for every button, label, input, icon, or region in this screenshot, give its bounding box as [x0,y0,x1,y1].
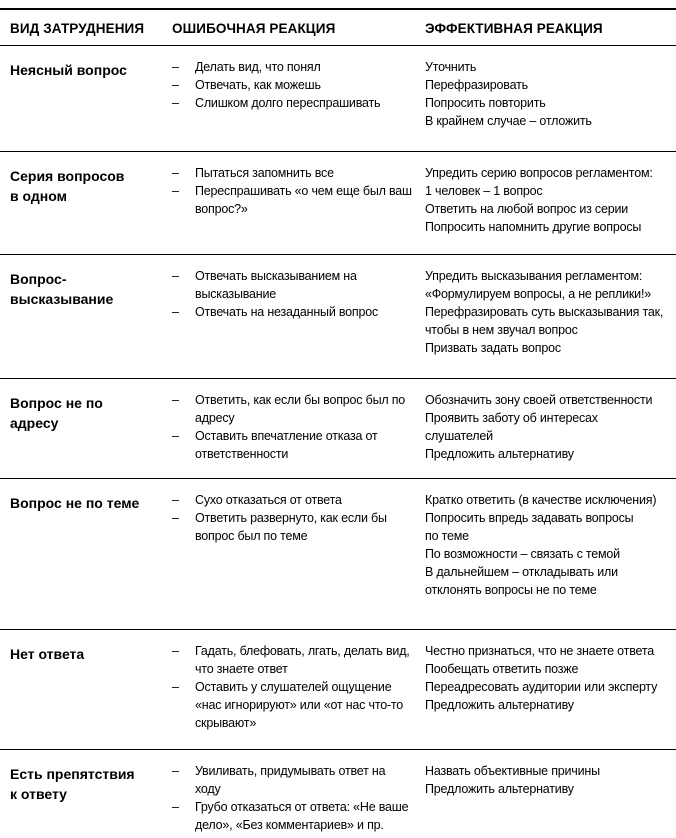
cell-difficulty-type [10,255,172,378]
table-row [0,630,676,750]
effective-reactions-list [425,58,670,130]
dash-bullet-icon: – [172,305,179,319]
effective-reaction-item [425,409,670,445]
effective-reaction-item [425,94,670,112]
effective-reactions-list [425,391,670,463]
wrong-reaction-item [172,509,413,545]
effective-reaction-text: Уточнить [425,60,477,74]
difficulty-type-label: Нет ответа [10,646,85,662]
wrong-reaction-item [172,491,413,509]
wrong-reaction-item [172,762,413,798]
dash-bullet-icon: – [172,511,179,525]
cell-effective-reactions [425,46,670,151]
cell-wrong-reactions [172,379,425,478]
difficulty-type-label: Вопрос не по адресу [10,395,103,431]
effective-reaction-item [425,509,670,545]
effective-reaction-text: «Формулируем вопросы, а не реплики!» [425,287,651,301]
cell-wrong-reactions [172,152,425,254]
cell-wrong-reactions [172,479,425,629]
effective-reaction-text: Предложить альтернативу [425,698,574,712]
wrong-reaction-text: Оставить впечатление отказа от ответственности [195,429,378,461]
effective-reaction-text: Проявить заботу об интересах слушателей [425,411,598,443]
effective-reaction-item [425,76,670,94]
effective-reactions-list [425,642,670,714]
cell-difficulty-type [10,46,172,151]
cell-effective-reactions [425,479,670,629]
effective-reaction-text: Попросить напомнить другие вопросы [425,220,642,234]
cell-effective-reactions [425,630,670,749]
effective-reaction-item [425,678,670,696]
table-body [0,46,676,838]
effective-reactions-list [425,762,670,798]
wrong-reactions-list [172,391,413,463]
effective-reaction-text: По возможности – связать с темой [425,547,620,561]
wrong-reaction-text: Отвечать, как можешь [195,78,321,92]
cell-wrong-reactions [172,255,425,378]
wrong-reaction-item [172,76,413,94]
effective-reaction-item [425,200,670,218]
table-row [0,255,676,379]
wrong-reaction-item [172,678,413,732]
wrong-reaction-item [172,642,413,678]
wrong-reaction-text: Отвечать высказыванием на высказывание [195,269,357,301]
table-header-row [0,10,676,46]
wrong-reactions-list [172,164,413,218]
effective-reaction-text: Ответить на любой вопрос из серии [425,202,629,216]
dash-bullet-icon: – [172,393,179,407]
cell-effective-reactions [425,255,670,378]
effective-reaction-text: Попросить впредь задавать вопросы по теме [425,511,634,543]
wrong-reactions-list [172,267,413,321]
wrong-reactions-list [172,58,413,112]
dash-bullet-icon: – [172,166,179,180]
cell-difficulty-type [10,630,172,749]
difficulty-type-label: Вопрос-высказывание [10,271,114,307]
wrong-reaction-item [172,164,413,182]
wrong-reactions-list [172,642,413,732]
effective-reaction-text: Упредить высказывания регламентом: [425,269,643,283]
effective-reaction-item [425,545,670,563]
effective-reaction-item [425,182,670,200]
wrong-reaction-text: Слишком долго переспрашивать [195,96,381,110]
effective-reaction-text: Кратко ответить (в качестве исключения) [425,493,657,507]
effective-reaction-text: Обозначить зону своей ответственности [425,393,653,407]
effective-reaction-item [425,218,670,236]
effective-reaction-item [425,660,670,678]
dash-bullet-icon: – [172,269,179,283]
dash-bullet-icon: – [172,96,179,110]
effective-reaction-text: 1 человек – 1 вопрос [425,184,543,198]
wrong-reaction-item [172,798,413,834]
effective-reaction-item [425,780,670,798]
difficulty-type-label: Серия вопросов в одном [10,168,125,204]
wrong-reaction-text: Грубо отказаться от ответа: «Не ваше дело», «Без комментариев» и пр. [195,800,409,832]
effective-reaction-item [425,58,670,76]
dash-bullet-icon: – [172,800,179,814]
effective-reaction-item [425,391,670,409]
wrong-reaction-text: Сухо отказаться от ответа [195,493,342,507]
wrong-reaction-text: Переспрашивать «о чем еще был ваш вопрос?» [195,184,412,216]
table-row [0,379,676,479]
cell-difficulty-type [10,479,172,629]
column-header-effective-reaction: ЭФФЕКТИВНАЯ РЕАКЦИЯ [425,21,603,36]
difficulty-type-label: Неясный вопрос [10,62,127,78]
effective-reaction-text: Предложить альтернативу [425,447,574,461]
cell-wrong-reactions [172,46,425,151]
wrong-reaction-text: Ответить, как если бы вопрос был по адресу [195,393,406,425]
wrong-reaction-item [172,391,413,427]
effective-reaction-item [425,696,670,714]
wrong-reaction-text: Гадать, блефовать, лгать, делать вид, что знаете ответ [195,644,410,676]
dash-bullet-icon: – [172,78,179,92]
effective-reaction-item [425,642,670,660]
cell-difficulty-type [10,152,172,254]
column-header-difficulty-type: ВИД ЗАТРУДНЕНИЯ [10,21,145,36]
column-header-wrong-reaction: ОШИБОЧНАЯ РЕАКЦИЯ [172,21,336,36]
wrong-reaction-text: Ответить развернуто, как если бы вопрос был по теме [195,511,387,543]
wrong-reaction-text: Оставить у слушателей ощущение «нас игнорируют» или «от нас что-то скрывают» [195,680,404,730]
effective-reaction-item [425,267,670,285]
difficulty-type-label: Вопрос не по теме [10,495,140,511]
cell-effective-reactions [425,750,670,838]
dash-bullet-icon: – [172,429,179,443]
wrong-reaction-text: Отвечать на незаданный вопрос [195,305,379,319]
effective-reactions-list [425,164,670,236]
wrong-reaction-text: Пытаться запомнить все [195,166,334,180]
effective-reactions-list [425,491,670,599]
effective-reaction-item [425,285,670,303]
effective-reaction-text: Назвать объективные причины [425,764,600,778]
effective-reaction-text: Переадресовать аудитории или эксперту [425,680,658,694]
effective-reaction-item [425,164,670,182]
effective-reaction-text: Честно признаться, что не знаете ответа [425,644,654,658]
cell-difficulty-type [10,750,172,838]
effective-reaction-item [425,112,670,130]
effective-reaction-item [425,303,670,339]
wrong-reaction-item [172,427,413,463]
difficulty-reactions-table [0,8,676,838]
dash-bullet-icon: – [172,644,179,658]
difficulty-type-label: Есть препятствия к ответу [10,766,135,802]
wrong-reaction-item [172,303,413,321]
effective-reaction-item [425,563,670,599]
wrong-reaction-item [172,182,413,218]
wrong-reactions-list [172,762,413,834]
effective-reaction-item [425,762,670,780]
dash-bullet-icon: – [172,493,179,507]
dash-bullet-icon: – [172,764,179,778]
table-row [0,750,676,838]
cell-effective-reactions [425,152,670,254]
effective-reaction-text: Попросить повторить [425,96,546,110]
table-row [0,46,676,152]
cell-effective-reactions [425,379,670,478]
wrong-reaction-text: Увиливать, придумывать ответ на ходу [195,764,386,796]
wrong-reaction-item [172,94,413,112]
cell-wrong-reactions [172,750,425,838]
effective-reaction-text: Упредить серию вопросов регламентом: [425,166,653,180]
effective-reaction-item [425,491,670,509]
effective-reaction-item [425,445,670,463]
wrong-reactions-list [172,491,413,545]
wrong-reaction-text: Делать вид, что понял [195,60,321,74]
effective-reaction-text: Призвать задать вопрос [425,341,561,355]
table-row [0,152,676,255]
effective-reaction-text: В крайнем случае – отложить [425,114,592,128]
wrong-reaction-item [172,267,413,303]
cell-wrong-reactions [172,630,425,749]
effective-reaction-text: Перефразировать [425,78,528,92]
dash-bullet-icon: – [172,184,179,198]
effective-reaction-text: В дальнейшем – откладывать или отклонять вопросы не по теме [425,565,618,597]
cell-difficulty-type [10,379,172,478]
effective-reaction-text: Пообещать ответить позже [425,662,579,676]
dash-bullet-icon: – [172,680,179,694]
dash-bullet-icon: – [172,60,179,74]
effective-reaction-item [425,339,670,357]
effective-reactions-list [425,267,670,357]
effective-reaction-text: Предложить альтернативу [425,782,574,796]
effective-reaction-text: Перефразировать суть высказывания так, чтобы в нем звучал вопрос [425,305,664,337]
wrong-reaction-item [172,58,413,76]
table-row [0,479,676,630]
